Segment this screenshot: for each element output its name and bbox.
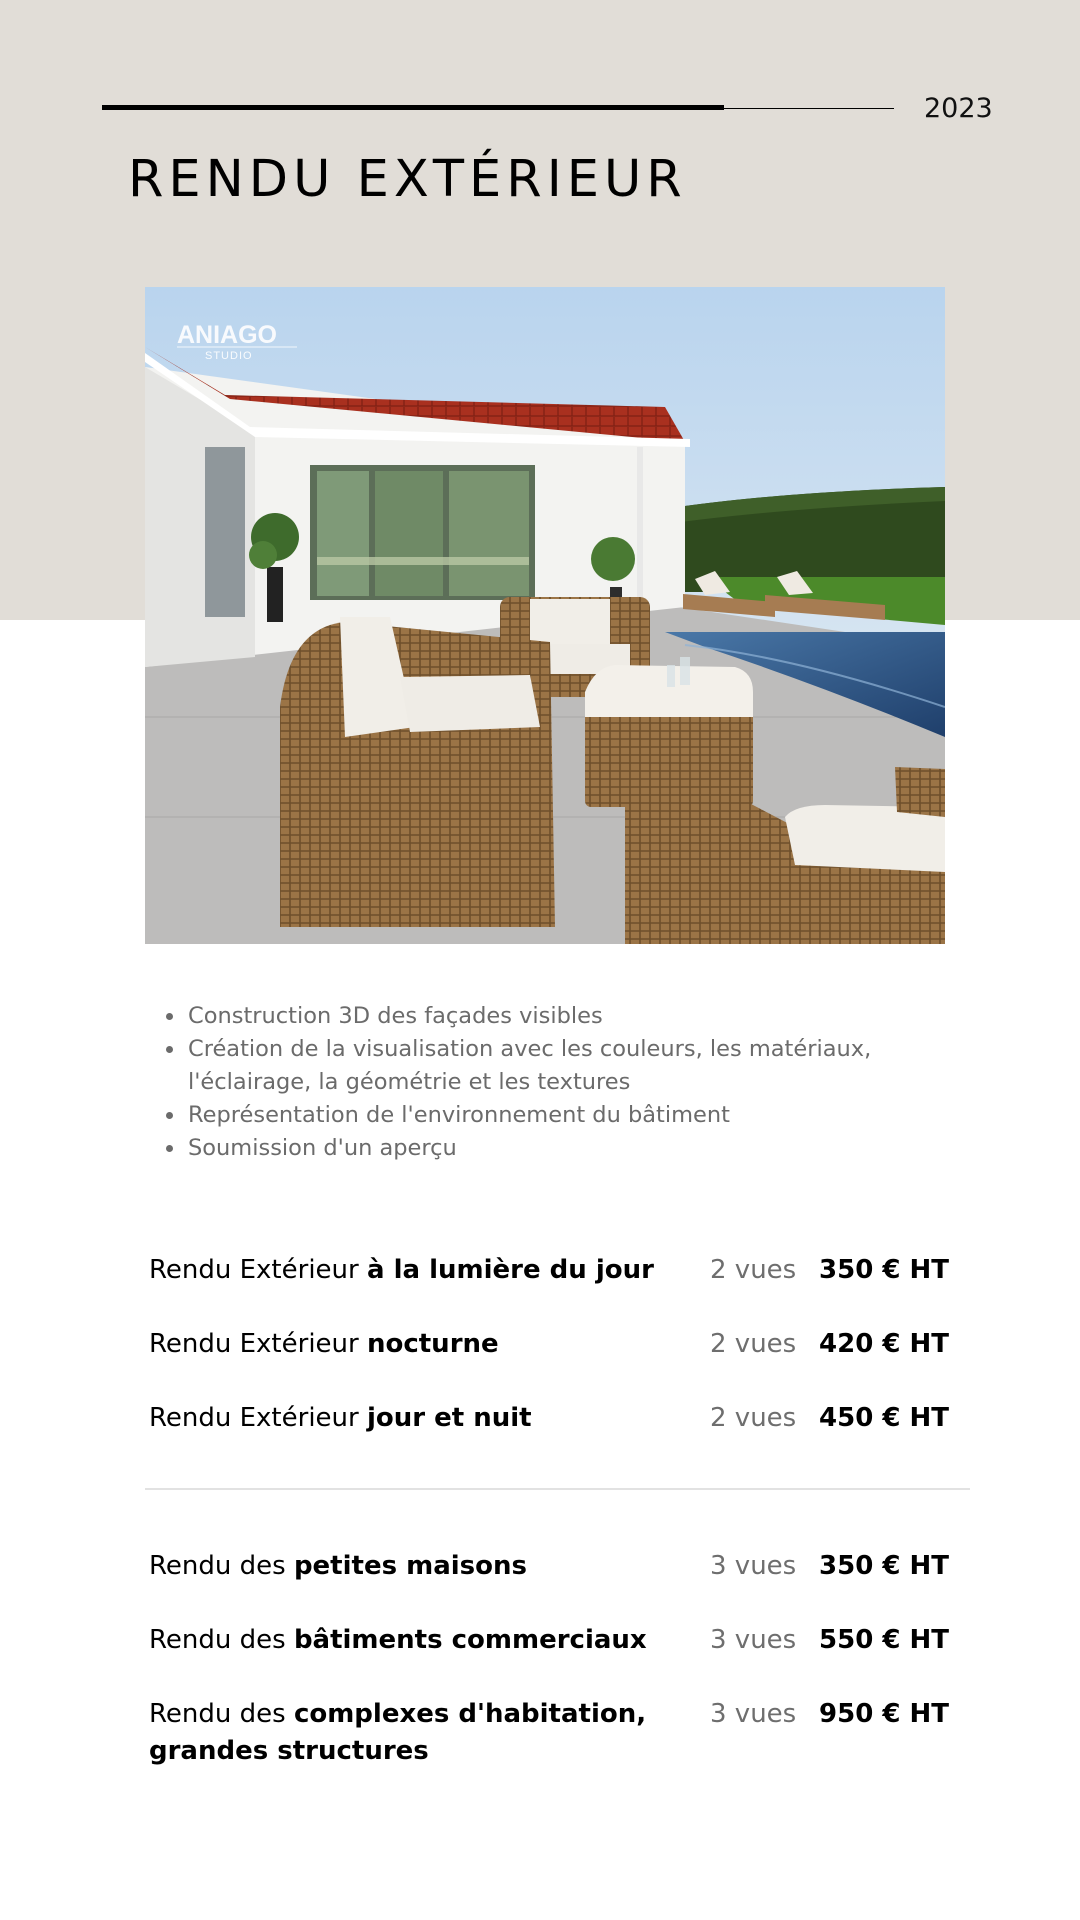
price-row-price: 420 € HT <box>819 1329 949 1359</box>
feature-item: • Représentation de l'environnement du bâtiment <box>186 1099 986 1132</box>
header-rule-thick <box>102 105 724 110</box>
price-row-bold: petites maisons <box>293 1551 527 1581</box>
price-row-prefix: Rendu des <box>149 1699 294 1729</box>
year-label: 2023 <box>924 93 993 124</box>
price-row-bold: nocturne <box>366 1329 499 1359</box>
price-row-views: 3 vues <box>710 1699 797 1729</box>
price-row-label <box>149 1400 689 1437</box>
feature-item: • Soumission d'un aperçu <box>186 1132 986 1165</box>
watermark-brand: ANIAGO <box>177 321 277 349</box>
price-row-label <box>149 1622 689 1659</box>
price-row-label <box>149 1252 689 1289</box>
price-row-prefix: Rendu Extérieur <box>149 1329 367 1359</box>
features-list <box>148 1000 986 1165</box>
price-row-label <box>149 1696 649 1770</box>
price-row-bold: complexes d'habitation, grandes structures <box>149 1699 647 1766</box>
watermark-sub: STUDIO <box>205 350 253 362</box>
price-row-price: 550 € HT <box>819 1625 949 1655</box>
price-row-price: 950 € HT <box>819 1699 949 1729</box>
price-row-views: 3 vues <box>710 1551 797 1581</box>
price-row-prefix: Rendu Extérieur <box>149 1403 367 1433</box>
price-row-bold: à la lumière du jour <box>366 1255 654 1285</box>
price-row-price: 350 € HT <box>819 1551 949 1581</box>
price-row-prefix: Rendu des <box>149 1551 294 1581</box>
page-title: RENDU EXTÉRIEUR <box>128 150 687 209</box>
price-row-views: 3 vues <box>710 1625 797 1655</box>
section-divider <box>145 1488 970 1490</box>
feature-item: • Création de la visualisation avec les couleurs, les matériaux, l'éclairage, la géométrie et les textures <box>186 1033 986 1099</box>
price-row-views: 2 vues <box>710 1329 797 1359</box>
price-row-bold: jour et nuit <box>366 1403 532 1433</box>
price-row-views: 2 vues <box>710 1255 797 1285</box>
price-row-label <box>149 1326 689 1363</box>
price-row-price: 450 € HT <box>819 1403 949 1433</box>
price-row-price: 350 € HT <box>819 1255 949 1285</box>
feature-item: • Construction 3D des façades visibles <box>186 1000 986 1033</box>
price-row-label <box>149 1548 689 1585</box>
price-row-prefix: Rendu Extérieur <box>149 1255 367 1285</box>
price-row-views: 2 vues <box>710 1403 797 1433</box>
price-row-prefix: Rendu des <box>149 1625 294 1655</box>
exterior-render-image <box>145 287 945 944</box>
price-row-bold: bâtiments commerciaux <box>293 1625 647 1655</box>
header-rule-thin <box>724 108 894 109</box>
